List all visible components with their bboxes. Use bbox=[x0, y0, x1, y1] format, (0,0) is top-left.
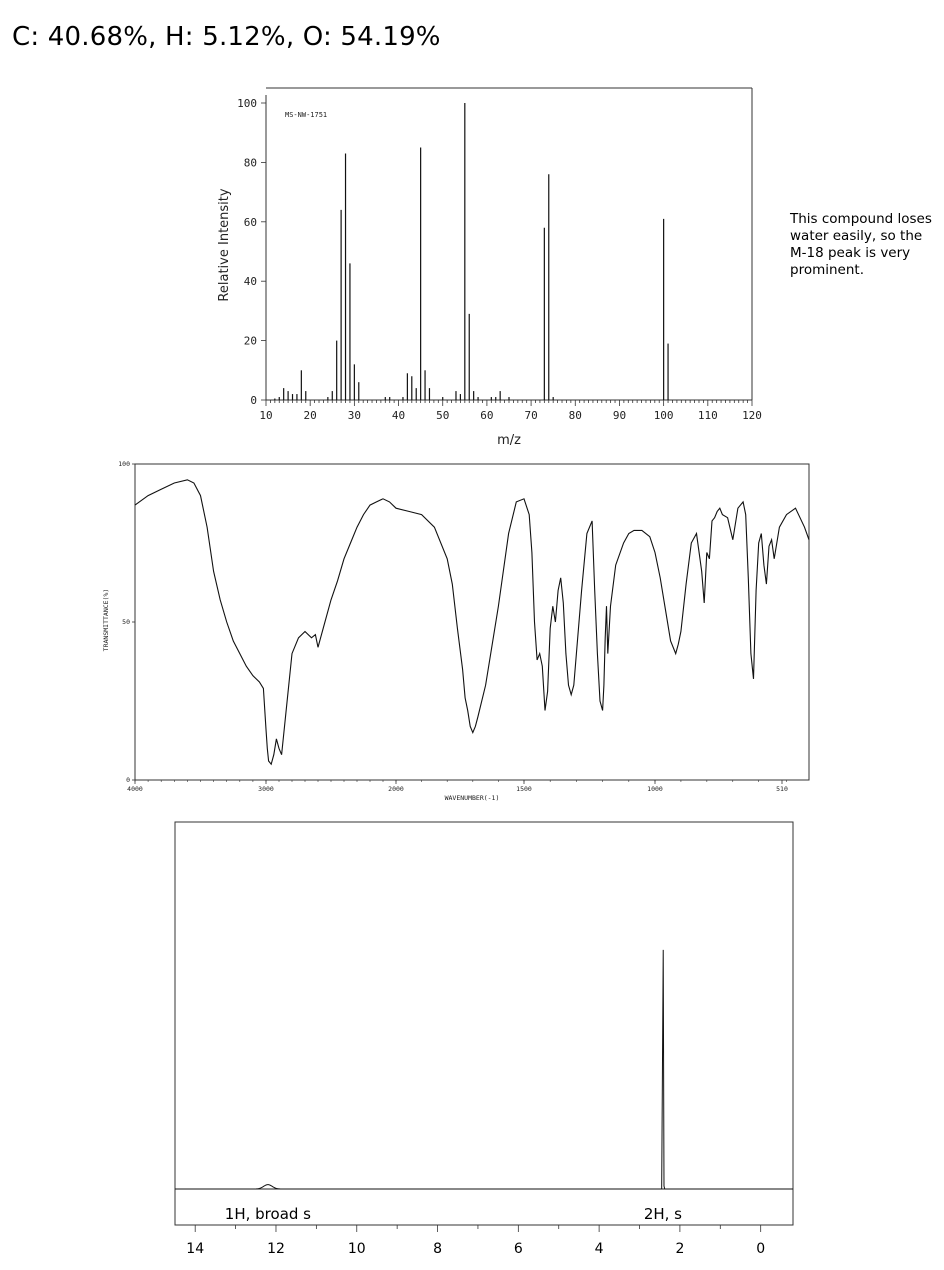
ir-x-tick-label: 1000 bbox=[647, 785, 663, 793]
ms-x-tick-label: 30 bbox=[347, 409, 361, 422]
ms-x-tick-label: 10 bbox=[259, 409, 273, 422]
ms-y-tick-label: 40 bbox=[243, 275, 257, 289]
nmr-x-tick-label: 4 bbox=[594, 1241, 604, 1257]
elemental-analysis: C: 40.68%, H: 5.12%, O: 54.19% bbox=[12, 22, 441, 52]
ir-x-tick-label: 2000 bbox=[388, 785, 404, 793]
ms-x-tick-label: 80 bbox=[568, 409, 582, 422]
ms-x-tick-label: 70 bbox=[524, 409, 538, 422]
note-line: prominent. bbox=[790, 262, 864, 278]
ir-y-tick-label: 100 bbox=[118, 460, 130, 468]
ir-y-tick-label: 50 bbox=[122, 618, 130, 626]
note-line: M-18 peak is very bbox=[790, 245, 911, 261]
ms-y-tick-label: 0 bbox=[250, 394, 257, 407]
nmr-x-tick-label: 6 bbox=[513, 1241, 523, 1257]
nmr-x-tick-label: 2 bbox=[675, 1241, 685, 1257]
nmr-x-tick-label: 14 bbox=[186, 1241, 205, 1257]
ir-x-tick-label: 510 bbox=[776, 785, 788, 793]
ms-x-tick-label: 40 bbox=[391, 409, 406, 422]
ms-x-tick-label: 120 bbox=[742, 409, 762, 422]
ir-y-label: TRANSMITTANCE(%) bbox=[102, 588, 110, 652]
nmr-peak-label: 2H, s bbox=[643, 1205, 683, 1223]
note-line: water easily, so the bbox=[790, 228, 923, 244]
ms-y-tick-label: 100 bbox=[237, 97, 257, 110]
ms-x-label: m/z bbox=[497, 433, 521, 448]
ms-x-tick-label: 50 bbox=[436, 409, 450, 422]
ir-x-tick-label: 3000 bbox=[258, 785, 274, 793]
nmr-trace bbox=[175, 950, 793, 1189]
ms-y-tick-label: 60 bbox=[243, 215, 257, 229]
ms-x-tick-label: 110 bbox=[697, 409, 718, 422]
ms-y-tick-label: 20 bbox=[243, 334, 257, 348]
nmr-x-tick-label: 0 bbox=[756, 1241, 766, 1257]
ms-y-label: Relative Intensity bbox=[217, 188, 232, 302]
nmr-peak-label: 1H, broad s bbox=[224, 1205, 312, 1223]
ir-x-tick-label: 4000 bbox=[127, 785, 143, 793]
note-line: This compound loses bbox=[790, 211, 932, 227]
ir-x-label: WAVENUMBER(-1) bbox=[444, 794, 500, 802]
nmr-frame bbox=[175, 822, 793, 1225]
ms-title: MS-NW-1751 bbox=[285, 111, 328, 119]
nmr-x-tick-label: 12 bbox=[267, 1241, 285, 1257]
nmr-x-tick-label: 10 bbox=[347, 1241, 366, 1257]
ir-x-tick-label: 1500 bbox=[516, 785, 532, 793]
nmr-x-tick-label: 8 bbox=[433, 1241, 443, 1257]
ir-y-tick-label: 0 bbox=[126, 776, 130, 784]
ms-x-tick-label: 20 bbox=[303, 409, 317, 422]
ms-y-tick-label: 80 bbox=[243, 156, 257, 170]
ms-x-tick-label: 60 bbox=[480, 409, 494, 422]
ms-x-tick-label: 100 bbox=[653, 409, 674, 422]
ms-x-tick-label: 90 bbox=[612, 409, 627, 422]
